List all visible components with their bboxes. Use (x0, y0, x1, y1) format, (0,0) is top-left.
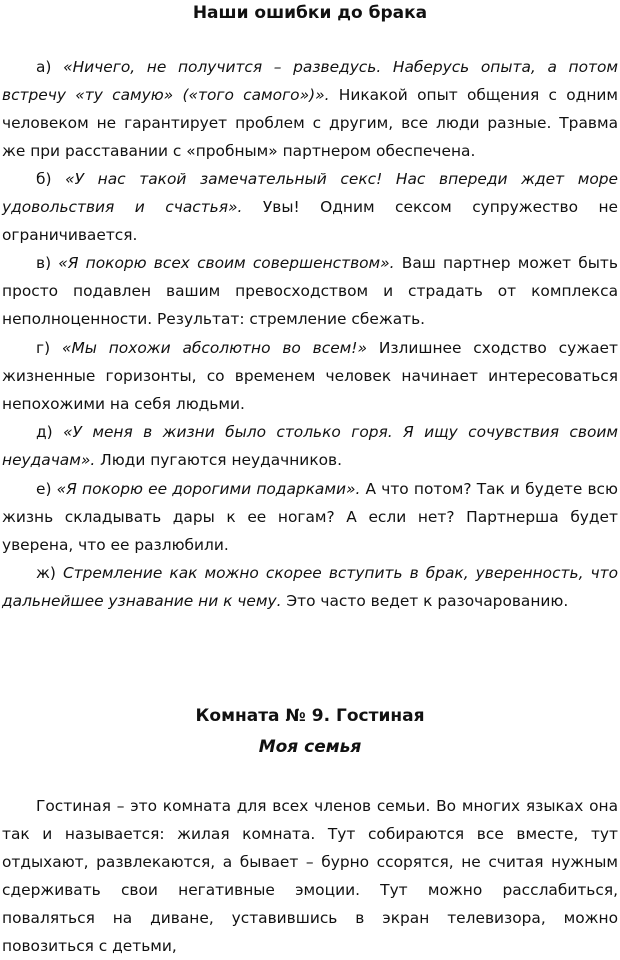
item-marker: в) (36, 254, 52, 272)
item-text: Увы! Одним сексом супружество не ограничивается. (2, 198, 618, 244)
list-item (2, 165, 618, 249)
item-marker: г) (36, 339, 51, 357)
item-marker: а) (36, 58, 52, 76)
list-item (2, 559, 618, 615)
item-quote: «У меня в жизни было столько горя. Я ищу сочувствия своим неудачам». (2, 423, 618, 469)
item-quote: «Я покорю всех своим совершенством». (58, 254, 395, 272)
list-item (2, 249, 618, 333)
list-item (2, 418, 618, 474)
item-quote: «Мы похожи абсолютно во всем!» (61, 339, 367, 357)
list-item (2, 475, 618, 559)
list-item (2, 53, 618, 165)
section-title: Наши ошибки до брака (192, 3, 428, 23)
item-marker: е) (36, 480, 52, 498)
item-quote: «У нас такой замечательный секс! Нас впереди ждет море удовольствия и счастья». (2, 170, 618, 216)
chapter-subtitle: Моя семья (258, 737, 362, 757)
item-quote: «Ничего, не получится – разведусь. Наберусь опыта, а потом встречу «ту самую» («того самого»)». (2, 58, 618, 104)
item-quote: «Я покорю ее дорогими подарками». (56, 480, 361, 498)
item-text: Ваш партнер может быть просто подавлен вашим превосходством и страдать от комплекса неполноценности. Результат: стремление сбежать. (2, 254, 618, 328)
item-text: Люди пугаются неудачников. (100, 451, 342, 469)
item-marker: ж) (36, 564, 56, 582)
body-paragraph: Гостиная – это комната для всех членов семьи. Во многих языках она так и называется: жилая комната. Тут собираются все вместе, тут отдыхают, развлекаются, а бывает – бурно ссорятся, не считая нужным сдерживать свои негативные эмоции. Тут можно расслабиться, поваляться на диване, уставившись в экран телевизора, можно повозиться с детьми, (2, 797, 618, 955)
item-text: Никакой опыт общения с одним человеком не гарантирует проблем с другим, все люди разные. Травма же при расставании с «пробным» партнером обеспечена. (2, 86, 618, 160)
list-item (2, 334, 618, 418)
item-marker: д) (36, 423, 53, 441)
chapter-title: Комната № 9. Гостиная (195, 706, 425, 726)
item-quote: Стремление как можно скорее вступить в брак, уверенность, что дальнейшее узнавание ни к чему. (2, 564, 618, 610)
item-text: А что потом? Так и будете всю жизнь складывать дары к ее ногам? А если нет? Партнерша будет уверена, что ее разлюбили. (2, 480, 618, 554)
item-text: Это часто ведет к разочарованию. (286, 592, 569, 610)
item-marker: б) (36, 170, 52, 188)
item-text: Излишнее сходство сужает жизненные горизонты, со временем человек начинает интересоваться непохожими на себя людьми. (2, 339, 618, 413)
